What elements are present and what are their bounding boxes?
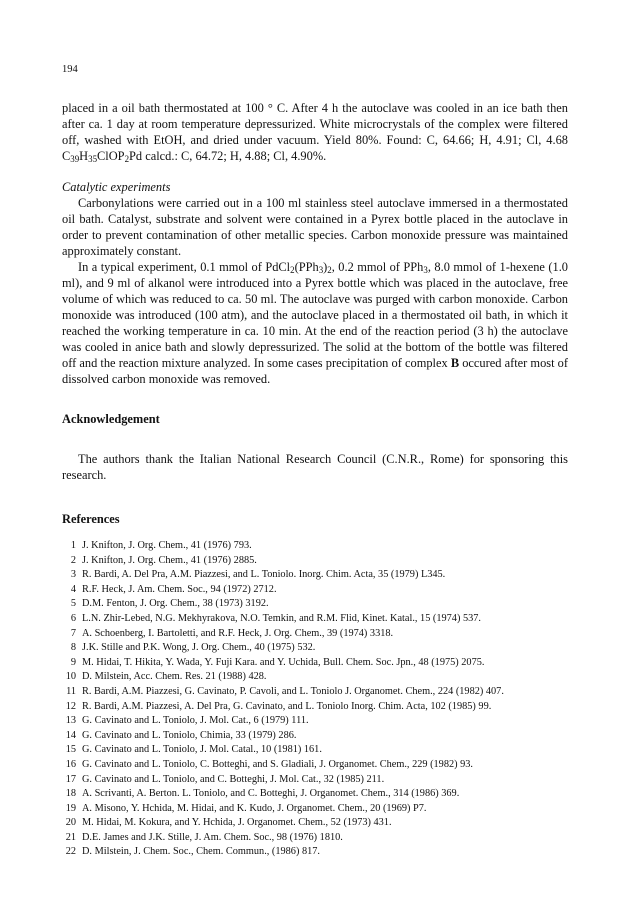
reference-item — [62, 656, 568, 671]
reference-number: 12 — [65, 700, 76, 712]
reference-text: L.N. Zhir-Lebed, N.G. Mekhyrakova, N.O. Temkin, and R.M. Flid, Kinet. Katal., 15 (1974) 537. — [82, 612, 481, 624]
reference-number: 11 — [66, 685, 76, 697]
reference-item — [62, 714, 568, 729]
reference-number: 6 — [70, 612, 76, 624]
catalytic-paragraph-1: Carbonylations were carried out in a 100 ml stainless steel autoclave immersed in a thermostated oil bath. Catalyst, substrate and solvent were contained in a Pyrex bottle placed in the autoclave in order to prevent contamination of other metallic species. Carbon monoxide pressure was maintained approximately constant. — [62, 196, 568, 258]
intro-paragraph: placed in a oil bath thermostated at 100 ° C. After 4 h the autoclave was cooled in an ice bath then after ca. 1 day at room temperature depressurized. White microcrystals of the complex were filtered off, washed with EtOH, and dried under vacuum. Yield 80%. Found: C, 64.66; H, 4.91; Cl, 4.68 $C_{39}H_{35}ClOP_2Pd$ calcd.: C, 64.72; H, 4.88; Cl, 4.90%. — [62, 101, 568, 165]
reference-item — [62, 627, 568, 642]
reference-text: R. Bardi, A.M. Piazzesi, A. Del Pra, G. Cavinato, and L. Toniolo Inorg. Chim. Acta, 102 (1985) 99. — [82, 700, 492, 712]
reference-text: M. Hidai, T. Hikita, Y. Wada, Y. Fuji Kara. and Y. Uchida, Bull. Chem. Soc. Jpn., 48 (1975) 2075. — [82, 656, 485, 668]
reference-number: 16 — [65, 758, 76, 770]
reference-item — [62, 816, 568, 831]
reference-item — [62, 539, 568, 554]
reference-item — [62, 583, 568, 598]
acknowledgement-heading: Acknowledgement — [62, 412, 160, 426]
reference-text: G. Cavinato and L. Toniolo, Chimia, 33 (1979) 286. — [82, 729, 297, 741]
reference-number: 1 — [70, 540, 76, 551]
references-heading: References — [62, 512, 120, 526]
reference-item — [62, 758, 568, 773]
reference-text: R. Bardi, A.M. Piazzesi, G. Cavinato, P. Cavoli, and L. Toniolo J. Organomet. Chem., 224 (1982) 407. — [82, 685, 504, 697]
reference-number: 18 — [65, 788, 76, 800]
reference-text: D.E. James and J.K. Stille, J. Am. Chem. Soc., 98 (1976) 1810. — [82, 831, 343, 843]
reference-item — [62, 612, 568, 627]
reference-text: G. Cavinato and L. Toniolo, J. Mol. Cat., 6 (1979) 111. — [82, 715, 309, 727]
reference-item — [62, 670, 568, 685]
reference-number: 21 — [65, 831, 76, 843]
reference-text: M. Hidai, M. Kokura, and Y. Hchida, J. Organomet. Chem., 52 (1973) 431. — [82, 817, 392, 829]
reference-item — [62, 845, 568, 860]
reference-item — [62, 568, 568, 583]
reference-item — [62, 641, 568, 656]
reference-text: G. Cavinato and L. Toniolo, C. Botteghi, and S. Gladiali, J. Organomet. Chem., 229 (1982) 93. — [82, 758, 473, 770]
reference-number: 19 — [65, 802, 76, 814]
page-number: 194 — [62, 64, 78, 75]
reference-number: 17 — [65, 773, 76, 785]
reference-text: A. Schoenberg, I. Bartoletti, and R.F. Heck, J. Org. Chem., 39 (1974) 3318. — [82, 627, 394, 639]
reference-item — [62, 729, 568, 744]
reference-number: 5 — [70, 598, 76, 610]
reference-item — [62, 831, 568, 846]
references-list — [62, 539, 568, 860]
reference-item — [62, 700, 568, 715]
reference-number: 20 — [65, 817, 76, 829]
reference-number: 9 — [70, 656, 76, 668]
reference-text: D. Milstein, Acc. Chem. Res. 21 (1988) 428. — [82, 671, 267, 683]
reference-number: 4 — [70, 583, 76, 595]
reference-text: J. Knifton, J. Org. Chem., 41 (1976) 2885. — [82, 554, 257, 566]
reference-text: G. Cavinato and L. Toniolo, and C. Botteghi, J. Mol. Cat., 32 (1985) 211. — [82, 773, 385, 785]
reference-number: 7 — [70, 627, 76, 639]
reference-number: 10 — [65, 671, 76, 683]
reference-number: 2 — [70, 554, 76, 566]
reference-number: 8 — [70, 642, 76, 654]
reference-text: G. Cavinato and L. Toniolo, J. Mol. Catal., 10 (1981) 161. — [82, 744, 322, 756]
reference-item — [62, 743, 568, 758]
reference-text: J. Knifton, J. Org. Chem., 41 (1976) 793. — [82, 540, 252, 551]
catalytic-heading: Catalytic experiments — [62, 180, 171, 194]
reference-item — [62, 773, 568, 788]
acknowledgement-text: The authors thank the Italian National Research Council (C.N.R., Rome) for sponsoring this research. — [62, 452, 568, 482]
reference-text: R. Bardi, A. Del Pra, A.M. Piazzesi, and L. Toniolo. Inorg. Chim. Acta, 35 (1979) L345. — [82, 569, 446, 581]
document-page — [62, 62, 568, 860]
catalytic-paragraph-2: In a typical experiment, 0.1 mmol of $PdCl_2(PPh_3)_2$, 0.2 mmol of PPh$_3$, 8.0 mmol of 1-hexene (1.0 ml), and 9 ml of alkanol were introduced into a Pyrex bottle which was placed in the autoclave, free volume of which was reduced to ca. 50 ml. The autoclave was purged with carbon monoxide. Carbon monoxide was introduced (100 atm), and the autoclave placed in a thermostated oil bath, in which it reached the working temperature in ca. 10 min. At the end of the reaction period (3 h) the autoclave was cooled in anice bath and slowly depressurized. The solid at the bottom of the bottle was filtered off and the reaction mixture analyzed. In some cases precipitation of complex B occured after most of dissolved carbon monoxide was removed. — [62, 260, 568, 386]
reference-text: D.M. Fenton, J. Org. Chem., 38 (1973) 3192. — [82, 598, 269, 610]
reference-item — [62, 685, 568, 700]
reference-number: 3 — [70, 569, 76, 581]
reference-number: 13 — [65, 715, 76, 727]
reference-item — [62, 554, 568, 569]
reference-number: 15 — [65, 744, 76, 756]
reference-number: 14 — [65, 729, 76, 741]
reference-number: 22 — [65, 846, 76, 858]
reference-item — [62, 802, 568, 817]
reference-text: D. Milstein, J. Chem. Soc., Chem. Commun., (1986) 817. — [82, 846, 320, 858]
reference-item — [62, 597, 568, 612]
reference-text: J.K. Stille and P.K. Wong, J. Org. Chem., 40 (1975) 532. — [82, 642, 316, 654]
reference-text: A. Scrivanti, A. Berton. L. Toniolo, and C. Botteghi, J. Organomet. Chem., 314 (1986) 369. — [82, 788, 460, 800]
reference-text: R.F. Heck, J. Am. Chem. Soc., 94 (1972) 2712. — [82, 583, 277, 595]
reference-item — [62, 787, 568, 802]
reference-text: A. Misono, Y. Hchida, M. Hidai, and K. Kudo, J. Organomet. Chem., 20 (1969) P7. — [82, 802, 427, 814]
